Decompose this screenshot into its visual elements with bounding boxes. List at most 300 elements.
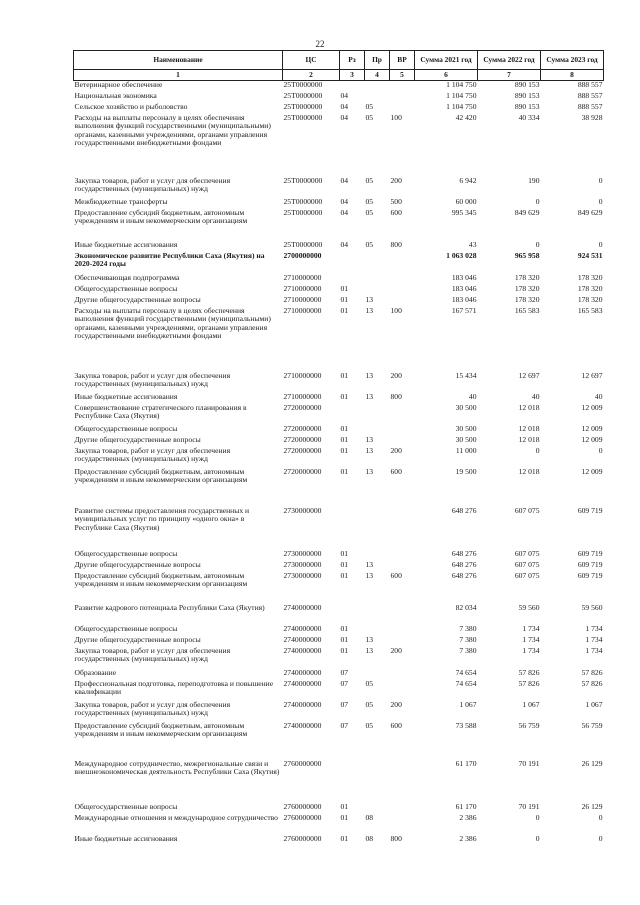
table-row [74,436,604,447]
header-row [74,51,604,70]
row-pr-cell: 13 [365,635,374,644]
table-row [74,81,604,92]
row-sum-2023-cell: 56 759 [581,721,603,730]
row-pr-cell: 08 [365,834,374,843]
row-sum-2023-cell: 1 734 [585,635,603,644]
row-sum-2023-cell: 38 928 [581,113,603,122]
row-sum-2022-cell: 1 734 [522,635,540,644]
row-sum-2022-cell: 40 334 [518,113,540,122]
row-pr-cell [365,550,390,561]
row-sum-2022-cell: 0 [535,834,540,843]
row-name-cell: Развитие кадрового потенциала Республики Саха (Якутия) [74,603,265,612]
row-name-cell: Закупка товаров, работ и услуг для обеспечения государственных (муниципальных) нужд [74,700,231,718]
row-sum-2021-cell: 42 420 [455,113,477,122]
row-name-cell: Иные бюджетные ассигнования [74,834,178,843]
column-number: 1 [74,70,283,81]
row-rz-cell: 01 [340,635,349,644]
row-sum-2023-cell: 609 719 [577,560,603,569]
row-vr-cell [390,561,415,572]
row-sum-2022-cell: 849 629 [514,208,540,217]
row-sum-2023-cell: 1 067 [585,700,603,709]
row-vr-cell [390,436,415,447]
row-name-cell: Иные бюджетные ассигнования [74,240,178,249]
table-row [74,252,604,274]
row-sum-2023-cell: 178 320 [577,273,603,282]
row-vr-cell [390,814,415,835]
row-vr-cell: 600 [390,208,402,217]
row-sum-2021-cell: 648 276 [451,560,477,569]
row-vr-cell: 600 [390,721,402,730]
row-rz-cell: 07 [340,668,349,677]
row-cs-cell: 2740000000 [283,668,322,677]
row-name-cell: Профессиональная подготовка, переподготовка и повышение квалификации [74,679,274,697]
row-pr-cell: 05 [365,176,374,185]
row-sum-2022-cell: 0 [535,197,540,206]
row-cs-cell: 2740000000 [283,635,322,644]
row-cs-cell: 2730000000 [283,560,322,569]
row-pr-cell: 13 [365,446,374,455]
table-row [74,114,604,177]
row-vr-cell [390,425,415,436]
row-sum-2021-cell: 1 063 028 [446,251,477,260]
row-name-cell: Иные бюджетные ассигнования [74,392,178,401]
row-cs-cell: 2740000000 [283,624,322,633]
row-sum-2022-cell: 190 [528,176,540,185]
row-sum-2022-cell: 12 018 [518,424,540,433]
row-sum-2023-cell: 12 009 [581,403,603,412]
header-sum-2022: Сумма 2022 год [478,51,541,70]
row-cs-cell: 2760000000 [283,834,322,843]
row-sum-2023-cell: 40 [594,392,603,401]
row-sum-2021-cell: 995 345 [451,208,477,217]
row-vr-cell: 200 [390,176,402,185]
header-name: Наименование [74,51,283,70]
row-rz-cell: 04 [340,113,349,122]
row-sum-2023-cell: 609 719 [577,506,603,515]
table-row [74,103,604,114]
table-row [74,647,604,669]
row-rz-cell: 01 [340,834,349,843]
row-vr-cell [390,92,415,103]
row-sum-2022-cell: 70 191 [518,759,540,768]
row-vr-cell: 200 [390,446,402,455]
row-sum-2021-cell: 40 [468,392,477,401]
row-cs-cell: 2710000000 [283,371,322,380]
row-rz-cell [340,81,365,92]
row-rz-cell [340,252,365,274]
row-sum-2022-cell: 607 075 [514,506,540,515]
row-rz-cell: 01 [340,306,349,315]
row-cs-cell: 2710000000 [283,392,322,401]
row-pr-cell: 05 [365,679,374,688]
row-sum-2021-cell: 61 170 [455,802,477,811]
row-cs-cell: 2710000000 [283,273,322,282]
row-name-cell: Сельское хозяйство и рыболовство [74,102,188,111]
row-pr-cell [365,803,390,814]
row-sum-2022-cell: 178 320 [514,273,540,282]
table-row [74,296,604,307]
row-sum-2021-cell: 648 276 [451,506,477,515]
row-sum-2021-cell: 30 500 [455,424,477,433]
row-pr-cell: 13 [365,371,374,380]
row-rz-cell [340,404,365,425]
row-sum-2023-cell: 0 [598,813,603,822]
row-pr-cell [365,274,390,285]
row-name-cell: Расходы на выплаты персоналу в целях обеспечения выполнения функций государственными (муниципальными) органами, казенными учреждениями, органами управления государственными внебюджетными фондами [74,113,271,148]
row-sum-2021-cell: 2 386 [459,813,477,822]
row-vr-cell [390,507,415,550]
row-name-cell: Международное сотрудничество, межрегиональные связи и внешнеэкономическая деятельность Республики Саха (Якутия) [74,759,280,777]
table-row [74,425,604,436]
row-cs-cell: 2740000000 [283,603,322,612]
row-pr-cell: 05 [365,721,374,730]
row-cs-cell: 2720000000 [283,467,322,476]
row-sum-2022-cell: 12 697 [518,371,540,380]
row-sum-2022-cell: 12 018 [518,467,540,476]
row-sum-2023-cell: 57 826 [581,668,603,677]
row-sum-2022-cell: 56 759 [518,721,540,730]
row-sum-2023-cell: 1 734 [585,646,603,655]
column-number: 7 [478,70,541,81]
row-vr-cell [390,274,415,285]
row-sum-2023-cell: 178 320 [577,295,603,304]
row-pr-cell [365,669,390,680]
row-pr-cell: 05 [365,113,374,122]
row-vr-cell: 800 [390,392,402,401]
row-rz-cell [340,760,365,803]
row-cs-cell: 25Т0000000 [283,113,323,122]
row-rz-cell: 01 [340,624,349,633]
row-pr-cell: 13 [365,306,374,315]
row-sum-2021-cell: 30 500 [455,435,477,444]
table-row [74,274,604,285]
row-cs-cell: 2730000000 [283,549,322,558]
row-pr-cell [365,404,390,425]
row-sum-2023-cell: 26 129 [581,759,603,768]
row-sum-2021-cell: 7 380 [459,624,477,633]
table-row [74,241,604,252]
row-sum-2021-cell: 1 104 750 [446,102,477,111]
row-vr-cell [390,604,415,625]
row-sum-2023-cell: 59 560 [581,603,603,612]
row-sum-2023-cell: 1 734 [585,624,603,633]
row-cs-cell: 2730000000 [283,571,322,580]
row-sum-2023-cell: 57 826 [581,679,603,688]
row-rz-cell: 01 [340,284,349,293]
row-cs-cell: 2740000000 [283,646,322,655]
table-row [74,572,604,604]
table-row [74,550,604,561]
table-row [74,835,604,846]
row-cs-cell: 25Т0000000 [283,176,323,185]
row-cs-cell: 2740000000 [283,679,322,688]
budget-table [73,50,604,846]
row-pr-cell [365,81,390,92]
header-sum-2023: Сумма 2023 год [541,51,604,70]
row-sum-2021-cell: 82 034 [455,603,477,612]
row-vr-cell [390,252,415,274]
row-cs-cell: 2710000000 [283,306,322,315]
row-sum-2022-cell: 1 067 [522,700,540,709]
row-sum-2023-cell: 26 129 [581,802,603,811]
row-vr-cell [390,404,415,425]
row-vr-cell [390,625,415,636]
row-cs-cell: 25Т0000000 [283,197,323,206]
row-vr-cell: 600 [390,571,402,580]
row-cs-cell: 2720000000 [283,435,322,444]
row-name-cell: Развитие системы предоставления государственных и муниципальных услуг по принципу «одного окна» в Республике Саха (Якутия) [74,506,250,532]
row-sum-2021-cell: 1 104 750 [446,91,477,100]
row-vr-cell [390,550,415,561]
row-rz-cell: 04 [340,240,349,249]
row-cs-cell: 25Т0000000 [283,91,323,100]
row-name-cell: Предоставление субсидий бюджетным, автономным учреждениям и иным некоммерческим организациям [74,467,248,485]
table-row [74,372,604,393]
row-name-cell: Образование [74,668,117,677]
row-sum-2021-cell: 60 000 [455,197,477,206]
row-cs-cell: 2730000000 [283,506,322,515]
row-sum-2022-cell: 890 153 [514,91,540,100]
row-sum-2022-cell: 12 018 [518,403,540,412]
row-sum-2023-cell: 888 557 [577,91,603,100]
row-rz-cell [340,507,365,550]
row-sum-2023-cell: 888 557 [577,80,603,89]
column-number: 8 [541,70,604,81]
table-row [74,198,604,209]
row-name-cell: Закупка товаров, работ и услуг для обеспечения государственных (муниципальных) нужд [74,371,231,389]
row-pr-cell: 05 [365,700,374,709]
row-vr-cell [390,296,415,307]
table-body [74,81,604,846]
header-rz: Рз [340,51,365,70]
row-vr-cell: 100 [390,306,402,315]
row-sum-2022-cell: 165 583 [514,306,540,315]
row-sum-2021-cell: 61 170 [455,759,477,768]
row-rz-cell [340,274,365,285]
row-pr-cell: 13 [365,392,374,401]
row-cs-cell: 2760000000 [283,759,322,768]
row-cs-cell: 2710000000 [283,284,322,293]
row-rz-cell: 01 [340,392,349,401]
row-cs-cell: 25Т0000000 [283,80,323,89]
row-sum-2023-cell: 12 697 [581,371,603,380]
row-sum-2021-cell: 167 571 [451,306,477,315]
row-vr-cell: 200 [390,646,402,655]
row-sum-2022-cell: 40 [531,392,540,401]
row-sum-2023-cell: 609 719 [577,571,603,580]
row-name-cell: Предоставление субсидий бюджетным, автономным учреждениям и иным некоммерческим организациям [74,721,248,739]
row-vr-cell [390,669,415,680]
row-rz-cell [340,604,365,625]
row-name-cell: Общегосударственные вопросы [74,802,178,811]
row-pr-cell: 13 [365,646,374,655]
row-pr-cell: 08 [365,813,374,822]
row-rz-cell: 04 [340,197,349,206]
row-name-cell: Межбюджетные трансферты [74,197,168,206]
row-cs-cell: 25Т0000000 [283,208,323,217]
row-pr-cell [365,285,390,296]
row-pr-cell [365,507,390,550]
row-name-cell: Общегосударственные вопросы [74,624,178,633]
row-sum-2022-cell: 607 075 [514,571,540,580]
row-name-cell: Другие общегосударственные вопросы [74,435,201,444]
row-pr-cell [365,252,390,274]
row-rz-cell: 04 [340,102,349,111]
header-sum-2021: Сумма 2021 год [415,51,478,70]
table-row [74,625,604,636]
row-pr-cell: 05 [365,208,374,217]
row-cs-cell: 2720000000 [283,424,322,433]
row-cs-cell: 2720000000 [283,446,322,455]
table-row [74,177,604,198]
row-name-cell: Международные отношения и международное сотрудничество [74,813,278,822]
row-sum-2023-cell: 609 719 [577,549,603,558]
column-number-row [74,70,604,81]
row-rz-cell: 01 [340,560,349,569]
table-row [74,669,604,680]
row-pr-cell [365,604,390,625]
row-sum-2021-cell: 73 588 [455,721,477,730]
row-sum-2021-cell: 183 046 [451,284,477,293]
row-sum-2023-cell: 849 629 [577,208,603,217]
row-sum-2023-cell: 12 009 [581,435,603,444]
table-row [74,404,604,425]
row-sum-2021-cell: 2 386 [459,834,477,843]
row-sum-2023-cell: 888 557 [577,102,603,111]
row-sum-2023-cell: 165 583 [577,306,603,315]
table-row [74,447,604,468]
row-sum-2023-cell: 924 531 [577,251,603,260]
row-name-cell: Обеспечивающая подпрограмма [74,273,180,282]
table-row [74,604,604,625]
row-sum-2022-cell: 57 826 [518,679,540,688]
table-row [74,285,604,296]
table-row [74,393,604,404]
table-row [74,680,604,701]
header-cs: ЦС [283,51,340,70]
header-vr: ВР [390,51,415,70]
row-rz-cell: 01 [340,571,349,580]
row-sum-2022-cell: 178 320 [514,295,540,304]
table-row [74,209,604,241]
row-pr-cell [365,760,390,803]
row-rz-cell: 01 [340,802,349,811]
row-rz-cell: 04 [340,176,349,185]
row-sum-2021-cell: 74 654 [455,668,477,677]
row-sum-2021-cell: 7 380 [459,635,477,644]
row-rz-cell: 01 [340,424,349,433]
row-name-cell: Предоставление субсидий бюджетным, автономным учреждениям и иным некоммерческим организациям [74,208,248,226]
row-vr-cell: 600 [390,467,402,476]
row-sum-2022-cell: 1 734 [522,624,540,633]
row-pr-cell: 13 [365,295,374,304]
column-number: 5 [390,70,415,81]
row-rz-cell: 01 [340,295,349,304]
table-row [74,636,604,647]
row-sum-2021-cell: 648 276 [451,549,477,558]
row-name-cell: Совершенствование стратегического планирования в Республике Саха (Якутия) [74,403,247,421]
row-vr-cell: 800 [390,240,402,249]
row-sum-2021-cell: 30 500 [455,403,477,412]
table-row [74,803,604,814]
row-sum-2022-cell: 12 018 [518,435,540,444]
row-vr-cell: 500 [390,197,402,206]
row-pr-cell: 05 [365,102,374,111]
row-rz-cell: 01 [340,435,349,444]
row-sum-2022-cell: 965 958 [514,251,540,260]
row-vr-cell: 200 [390,700,402,709]
row-pr-cell: 13 [365,571,374,580]
row-sum-2021-cell: 648 276 [451,571,477,580]
row-sum-2022-cell: 0 [535,446,540,455]
row-pr-cell: 05 [365,197,374,206]
row-sum-2021-cell: 183 046 [451,295,477,304]
row-sum-2022-cell: 0 [535,813,540,822]
row-cs-cell: 2760000000 [283,802,322,811]
row-sum-2021-cell: 74 654 [455,679,477,688]
row-rz-cell: 07 [340,700,349,709]
row-sum-2022-cell: 607 075 [514,560,540,569]
row-sum-2022-cell: 607 075 [514,549,540,558]
table-row [74,307,604,372]
row-cs-cell: 2740000000 [283,700,322,709]
row-name-cell: Общегосударственные вопросы [74,284,178,293]
row-sum-2022-cell: 70 191 [518,802,540,811]
row-sum-2023-cell: 12 009 [581,467,603,476]
row-cs-cell: 2710000000 [283,295,322,304]
row-sum-2022-cell: 890 153 [514,102,540,111]
row-rz-cell: 07 [340,679,349,688]
row-cs-cell: 2700000000 [283,251,322,260]
row-vr-cell [390,103,415,114]
row-pr-cell [365,625,390,636]
row-name-cell: Закупка товаров, работ и услуг для обеспечения государственных (муниципальных) нужд [74,646,231,664]
column-number: 2 [283,70,340,81]
row-rz-cell: 01 [340,813,349,822]
row-rz-cell: 01 [340,646,349,655]
row-sum-2022-cell: 890 153 [514,80,540,89]
row-name-cell: Национальная экономика [74,91,157,100]
row-vr-cell [390,285,415,296]
row-sum-2022-cell: 1 734 [522,646,540,655]
row-sum-2022-cell: 178 320 [514,284,540,293]
row-sum-2022-cell: 0 [535,240,540,249]
row-cs-cell: 2740000000 [283,721,322,730]
row-pr-cell [365,92,390,103]
row-rz-cell: 01 [340,446,349,455]
row-sum-2021-cell: 1 067 [459,700,477,709]
column-number: 6 [415,70,478,81]
row-vr-cell [390,636,415,647]
row-rz-cell: 01 [340,371,349,380]
row-name-cell: Другие общегосударственные вопросы [74,635,201,644]
row-pr-cell [365,425,390,436]
row-vr-cell: 200 [390,371,402,380]
row-sum-2021-cell: 6 942 [459,176,477,185]
row-name-cell: Закупка товаров, работ и услуг для обеспечения государственных (муниципальных) нужд [74,446,231,464]
row-cs-cell: 25Т0000000 [283,240,323,249]
row-name-cell: Другие общегосударственные вопросы [74,560,201,569]
row-sum-2021-cell: 1 104 750 [446,80,477,89]
row-sum-2023-cell: 0 [598,834,603,843]
row-sum-2022-cell: 59 560 [518,603,540,612]
row-vr-cell [390,81,415,92]
row-pr-cell: 13 [365,560,374,569]
row-cs-cell: 25Т0000000 [283,102,323,111]
row-sum-2023-cell: 0 [598,240,603,249]
row-rz-cell: 07 [340,721,349,730]
row-sum-2023-cell: 12 009 [581,424,603,433]
